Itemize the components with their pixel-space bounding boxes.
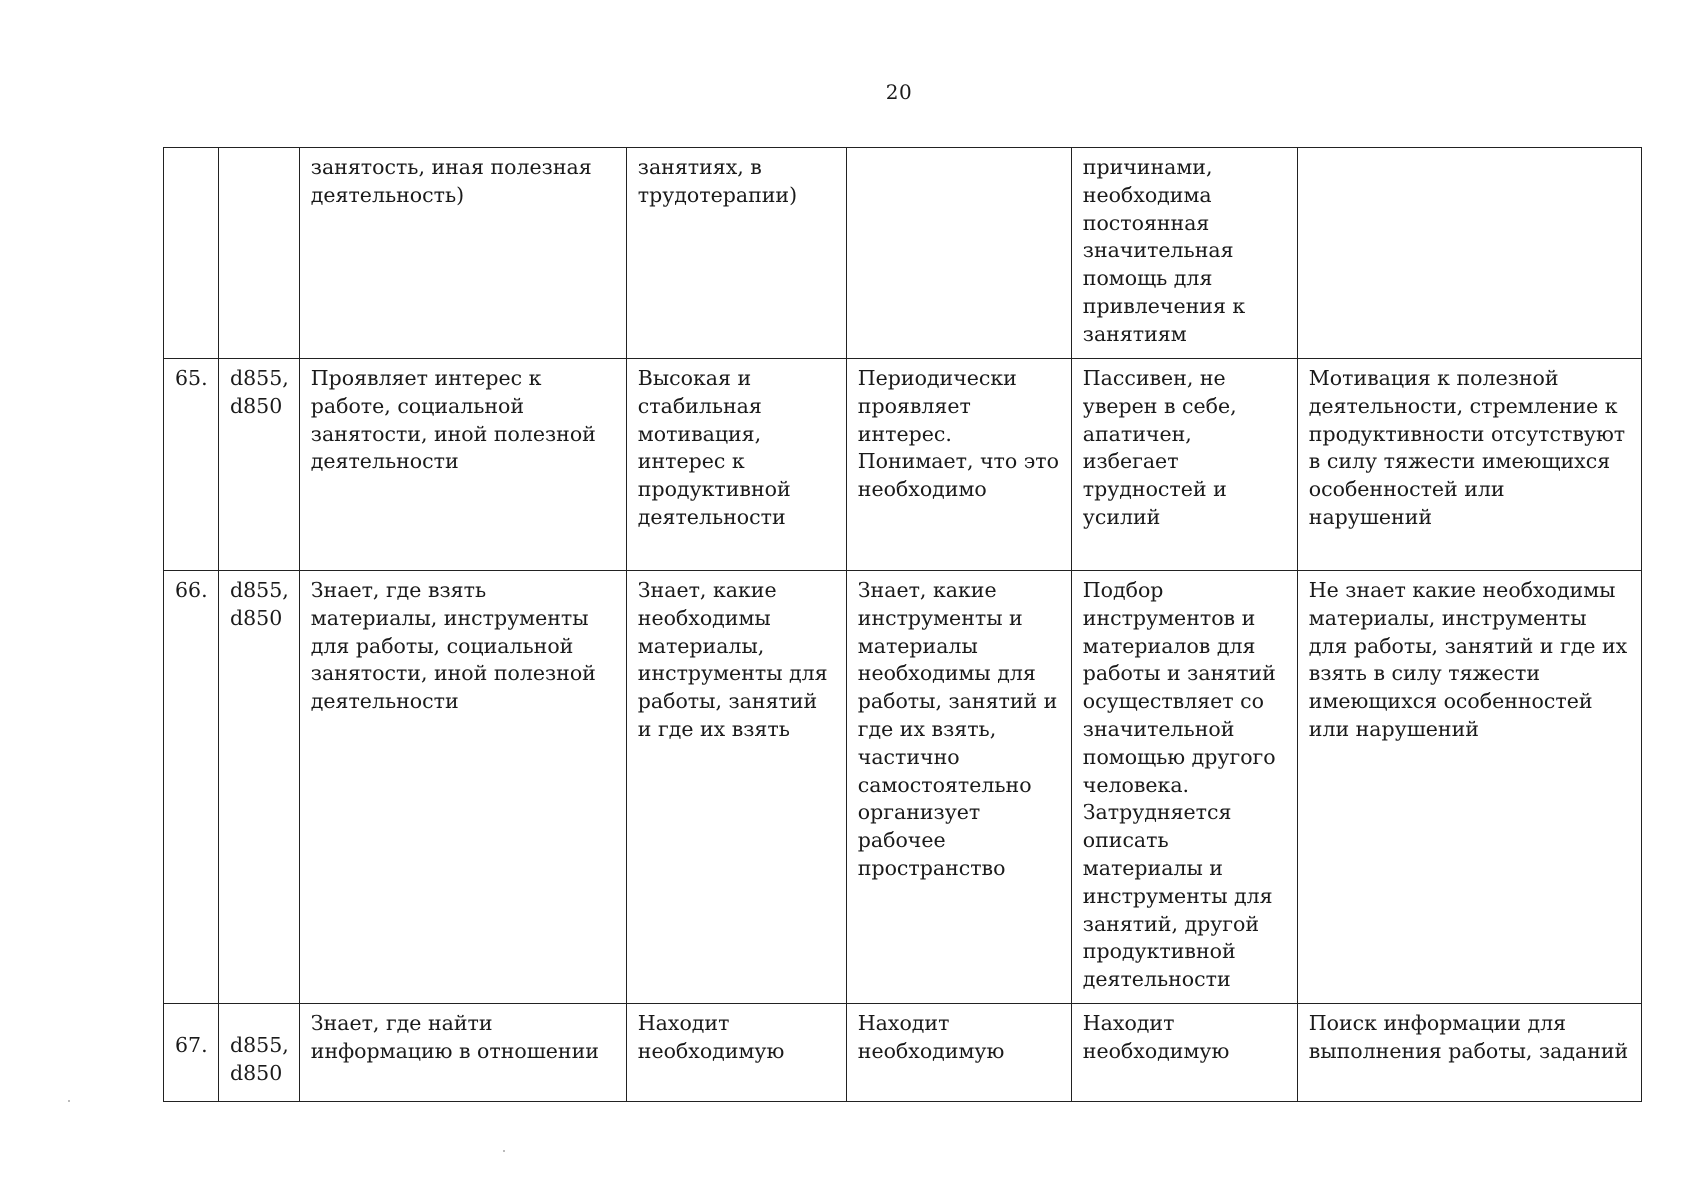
skill-description: Знает, где найти информацию в отношении xyxy=(299,1004,626,1102)
level-mid-description xyxy=(846,148,1071,359)
row-number: 67. xyxy=(164,1004,219,1102)
level-low-description: Находит необходимую xyxy=(1071,1004,1297,1102)
level-high-description: Находит необходимую xyxy=(626,1004,846,1102)
level-low-description: Подбор инструментов и материалов для работы и занятий осуществляет со значительной помощью другого человека. Затрудняется описать материалы и инструменты для занятий, другой продуктивной деятельности xyxy=(1071,571,1297,1004)
level-high-description: Высокая и стабильная мотивация, интерес к продуктивной деятельности xyxy=(626,359,846,571)
level-none-description: Поиск информации для выполнения работы, заданий xyxy=(1297,1004,1641,1102)
assessment-table xyxy=(163,147,1642,1102)
level-none-description xyxy=(1297,148,1641,359)
level-mid-description: Находит необходимую xyxy=(846,1004,1071,1102)
level-high-description: занятиях, в трудотерапии) xyxy=(626,148,846,359)
skill-description: занятость, иная полезная деятельность) xyxy=(299,148,626,359)
level-none-description: Мотивация к полезной деятельности, стремление к продуктивности отсутствуют в силу тяжести имеющихся особенностей или нарушений xyxy=(1297,359,1641,571)
page-number: 20 xyxy=(885,80,913,104)
table-row-67 xyxy=(164,1004,1642,1102)
icf-code: d855, d850 xyxy=(219,359,300,571)
row-number: 65. xyxy=(164,359,219,571)
skill-description: Проявляет интерес к работе, социальной занятости, иной полезной деятельности xyxy=(299,359,626,571)
row-number xyxy=(164,148,219,359)
level-mid-description: Периодически проявляет интерес. Понимает, что это необходимо xyxy=(846,359,1071,571)
level-mid-description: Знает, какие инструменты и материалы необходимы для работы, занятий и где их взять, частично самостоятельно организует рабочее пространство xyxy=(846,571,1071,1004)
icf-code xyxy=(219,148,300,359)
level-low-description: Пассивен, не уверен в себе, апатичен, избегает трудностей и усилий xyxy=(1071,359,1297,571)
icf-code: d855, d850 xyxy=(219,571,300,1004)
icf-code: d855, d850 xyxy=(219,1004,300,1102)
table-row-66 xyxy=(164,571,1642,1004)
table-row-65 xyxy=(164,359,1642,571)
skill-description: Знает, где взять материалы, инструменты для работы, социальной занятости, иной полезной деятельности xyxy=(299,571,626,1004)
row-number: 66. xyxy=(164,571,219,1004)
scan-speck xyxy=(68,1100,70,1102)
level-none-description: Не знает какие необходимы материалы, инструменты для работы, занятий и где их взять в силу тяжести имеющихся особенностей или нарушений xyxy=(1297,571,1641,1004)
scan-speck xyxy=(503,1150,505,1152)
level-low-description: причинами, необходима постоянная значительная помощь для привлечения к занятиям xyxy=(1071,148,1297,359)
table-row-continuation xyxy=(164,148,1642,359)
level-high-description: Знает, какие необходимы материалы, инструменты для работы, занятий и где их взять xyxy=(626,571,846,1004)
